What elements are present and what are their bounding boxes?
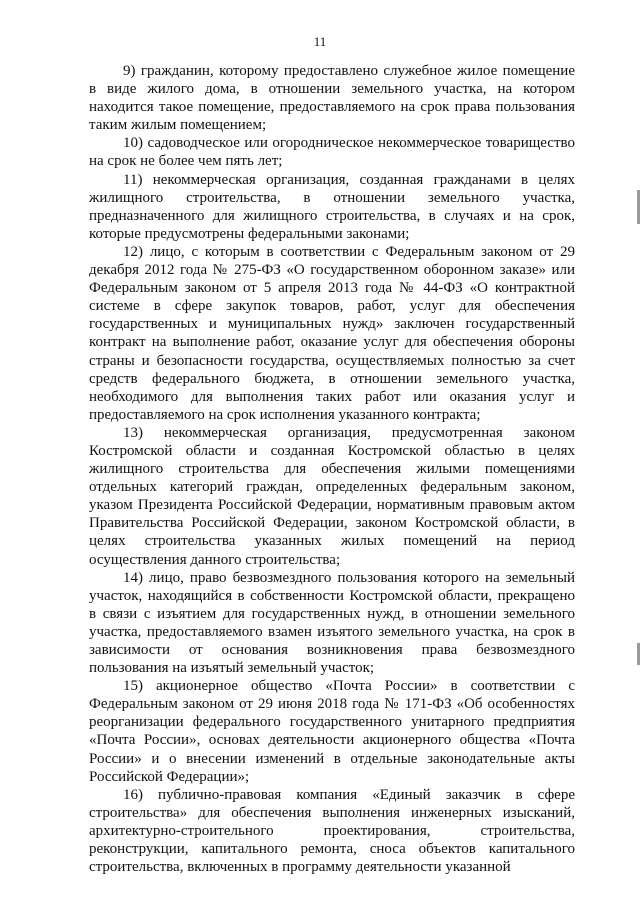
document-body	[89, 62, 575, 876]
paragraph-item-16: 16) публично-правовая компания «Единый заказчик в сфере строительства» для обеспечения выполнения инженерных изысканий, архитектурно-строительного проектирования, строительства, реконструкции, капитального ремонта, сноса объектов капитального строительства, включенных в программу деятельности указанной	[89, 786, 575, 876]
paragraph-item-14: 14) лицо, право безвозмездного пользования которого на земельный участок, находящийся в собственности Костромской области, прекращено в связи с изъятием для государственных нужд, в отношении земельного участка, предоставляемого взамен изъятого земельного участка, на срок в зависимости от основания возникновения права безвозмездного пользования на изъятый земельный участок;	[89, 569, 575, 677]
page-number: 11	[313, 34, 327, 49]
paragraph-item-11: 11) некоммерческая организация, созданная гражданами в целях жилищного строительства, в отношении земельного участка, предназначенного для жилищного строительства, в случаях и на срок, которые предусмотрены федеральными законами;	[89, 171, 575, 242]
paragraph-item-12: 12) лицо, с которым в соответствии с Федеральным законом от 29 декабря 2012 года № 275-ФЗ «О государственном оборонном заказе» или Федеральным законом от 5 апреля 2013 года № 44-ФЗ «О контрактной системе в сфере закупок товаров, работ, услуг для обеспечения государственных и муниципальных нужд» заключен государственный контракт на выполнение работ, оказание услуг для обеспечения обороны страны и безопасности государства, осуществляемых полностью за счет средств федерального бюджета, в отношении земельного участка, необходимого для выполнения таких работ или оказания услуг и предоставляемого на срок исполнения указанного контракта;	[89, 243, 575, 423]
paragraph-item-15: 15) акционерное общество «Почта России» в соответствии с Федеральным законом от 29 июня 2018 года № 171-ФЗ «Об особенностях реорганизации федерального государственного унитарного предприятия «Почта России», основах деятельности акционерного общества «Почта России» и о внесении изменений в отдельные законодательные акты Российской Федерации»;	[89, 678, 575, 785]
paragraph-item-10: 10) садоводческое или огородническое некоммерческое товарищество на срок не более чем пять лет;	[89, 135, 575, 170]
paragraph-item-9: 9) гражданин, которому предоставлено служебное жилое помещение в виде жилого дома, в отношении земельного участка, на котором находится такое помещение, предоставляемого на срок права пользования таким жилым помещением;	[89, 63, 575, 134]
paragraph-item-13: 13) некоммерческая организация, предусмотренная законом Костромской области и созданная Костромской областью в целях жилищного строительства для обеспечения жилыми помещениями отдельных категорий граждан, определенных федеральным законом, указом Президента Российской Федерации, нормативным правовым актом Правительства Российской Федерации, законом Костромской области, в целях строительства указанных жилых помещений на период осуществления данного строительства;	[89, 424, 575, 568]
